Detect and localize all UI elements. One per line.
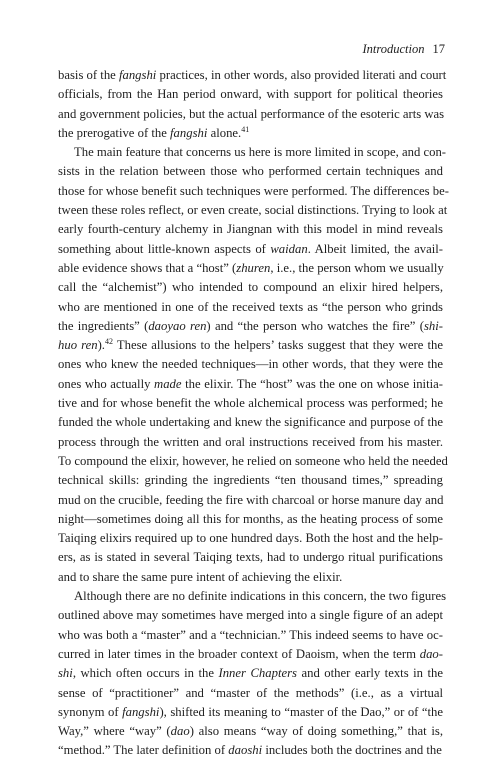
text-line: tween these roles reflect, or even create, social distinctions. Trying to look at (58, 203, 448, 218)
text-line: To compound the elixir, however, he relied on someone who held the needed (58, 453, 448, 468)
text-line: and to share the same pure intent of achieving the elixir. (58, 569, 343, 584)
text-line: funded the whole undertaking and knew the significance and purpose of the (58, 415, 443, 430)
text-line: synonym of fangshi), shifted its meaning to “master of the Dao,” or of “the (58, 704, 444, 719)
text-line: The main feature that concerns us here is more limited in scope, and con- (74, 145, 447, 160)
text-line: tive and for whose benefit the whole alchemical process was performed; he (58, 396, 443, 411)
text-line: mud on the crucible, feeding the fire with charcoal or horse manure day and (58, 492, 444, 507)
text-line: call the “alchemist”) who intended to compound an elixir hired helpers, (58, 280, 443, 295)
text-line: early fourth-century alchemy in Jiangnan with this model in mind reveals (58, 222, 443, 237)
text-line: the ingredients” (daoyao ren) and “the person who watches the fire” (shi- (58, 318, 443, 333)
text-line: Taiqing elixirs required up to one hundred days. Both the host and the help- (58, 531, 443, 546)
running-head-title: Introduction (362, 42, 425, 56)
text-line: the prerogative of the fangshi alone.$^{41}$ (58, 124, 250, 140)
text-line: those for whose benefit such techniques were performed. The differences be- (58, 183, 449, 198)
text-line: something about little-known aspects of waidan. Albeit limited, the avail- (58, 241, 443, 256)
text-line: sense of “practitioner” and “master of the methods” (i.e., as a virtual (58, 685, 443, 700)
text-line: process through the written and oral instructions received from his master. (58, 434, 443, 449)
text-line: Although there are no definite indications in this concern, the two figures (74, 589, 447, 604)
text-line: ones who actually made the elixir. The “host” was the one on whose initia- (58, 376, 443, 391)
text-line: ers, as is stated in several Taiqing texts, had to undergo ritual purifications (58, 550, 443, 565)
text-line: ones who knew the needed techniques—in other words, that they were the (58, 357, 443, 372)
text-line: who was both a “master” and a “technician.” This indeed seems to have oc- (58, 627, 443, 642)
text-line: sists in the relation between those who performed certain techniques and (58, 164, 443, 179)
text-line: shi, which often occurs in the Inner Chapters and other early texts in the (58, 666, 443, 681)
text-line: and government policies, but the actual performance of the esoteric arts was (58, 106, 445, 121)
text-line: huo ren).$^{42}$ These allusions to the helpers’ tasks suggest that they were the (58, 337, 443, 353)
text-line: “method.” The later definition of daoshi includes both the doctrines and the (58, 743, 442, 758)
text-line: Way,” where “way” (dao) also means “way of doing something,” that is, (58, 724, 444, 739)
running-head (362, 41, 445, 57)
text-line: outlined above may sometimes have merged into a single figure of an adept (58, 608, 443, 623)
text-line: curred in later times in the broader context of Daoism, when the term dao- (58, 646, 443, 661)
text-line: basis of the fangshi practices, in other words, also provided literati and court (58, 68, 447, 82)
text-line: night—sometimes doing all this for months, as the heating process of some (58, 511, 443, 526)
body-text (58, 66, 449, 761)
text-line: who are mentioned in one of the received texts as “the person who grinds (58, 299, 443, 314)
text-line: technical skills: grinding the ingredients “ten thousand times,” spreading (58, 473, 443, 488)
page-number: 17 (432, 42, 445, 56)
text-line: able evidence shows that a “host” (zhuren, i.e., the person whom we usually (58, 260, 444, 275)
text-line: officials, from the Han period onward, with support for political theories (58, 87, 443, 102)
